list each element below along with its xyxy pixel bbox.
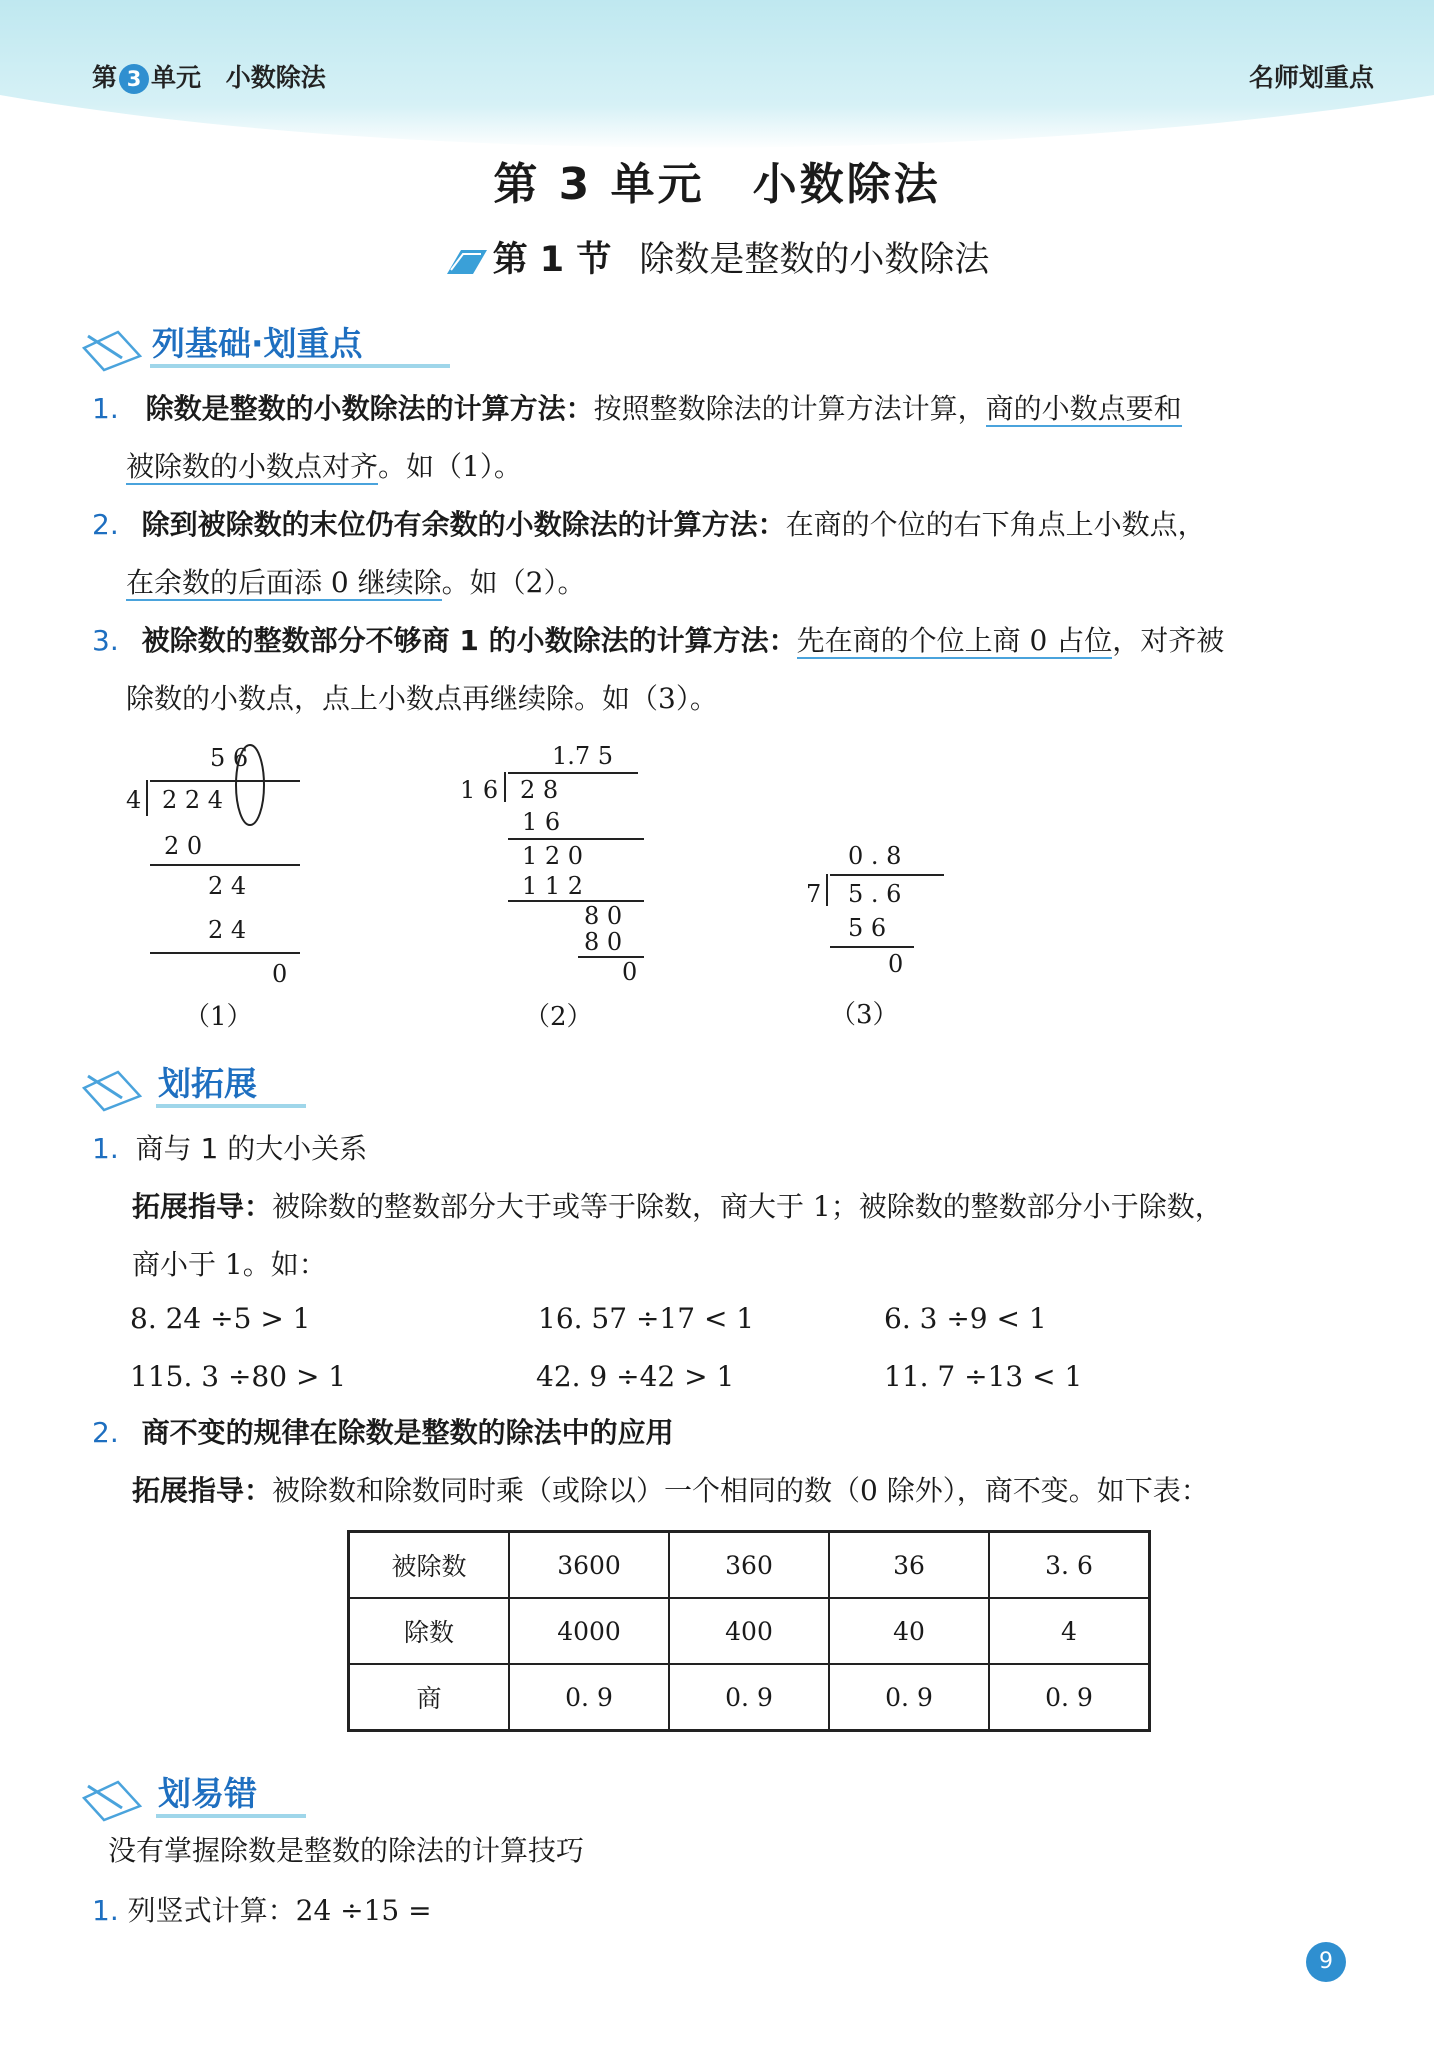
table-cell: 4000	[509, 1598, 669, 1664]
table-row	[349, 1532, 1150, 1599]
item-title: 商不变的规律在除数是整数的除法中的应用	[141, 1416, 674, 1449]
remainder: 8 0	[584, 902, 623, 930]
item-underlined: 先在商的个位上商 0 占位	[796, 624, 1113, 657]
quotient: 1.7 5	[552, 742, 614, 770]
expression: 6. 3 ÷9 < 1	[884, 1302, 1047, 1335]
item-text-2: 。如（2）。	[441, 566, 586, 599]
partial-product: 1 1 2	[522, 872, 584, 900]
banner-underline	[150, 364, 450, 368]
page-title	[0, 148, 1434, 212]
example-label: （2）	[524, 1002, 593, 1032]
item-text-2: 。如（1）。	[378, 450, 522, 483]
item-lead: 除数是整数的小数除法的计算方法：	[145, 392, 594, 425]
header-unit	[92, 58, 326, 94]
table-row	[349, 1598, 1150, 1664]
item-lead: 除到被除数的末位仍有余数的小数除法的计算方法：	[141, 508, 786, 541]
division-bracket	[146, 780, 148, 816]
item-text-2: 除数的小数点，点上小数点再继续除。如（3）。	[126, 682, 718, 715]
guide-text-2: 商小于 1。如：	[132, 1248, 327, 1281]
table-cell: 4	[989, 1598, 1150, 1664]
mistakes-question	[92, 1882, 432, 1940]
table-cell: 0. 9	[669, 1664, 829, 1731]
expression: 115. 3 ÷80 > 1	[130, 1360, 347, 1393]
pencil-note-icon	[78, 318, 148, 374]
extend-item-2	[92, 1404, 1352, 1520]
partial-product: 8 0	[584, 928, 623, 956]
item-number: 1.	[92, 1132, 119, 1165]
dividend: 5 . 6	[848, 880, 902, 908]
table-cell: 36	[829, 1532, 989, 1599]
mistakes-heading: 没有掌握除数是整数的除法的计算技巧	[108, 1834, 585, 1867]
final-remainder: 0	[272, 960, 288, 988]
decimal-point-circle-icon	[232, 742, 268, 828]
banner-underline	[156, 1104, 306, 1108]
title-topic: 小数除法	[752, 159, 941, 210]
quotient: 0 . 8	[848, 842, 902, 870]
guide-label: 拓展指导：	[132, 1190, 273, 1223]
subtraction-line	[508, 838, 644, 840]
item-number: 1.	[92, 392, 119, 425]
item-text: 按照整数除法的计算方法计算，	[593, 392, 986, 425]
expression: 11. 7 ÷13 < 1	[884, 1360, 1083, 1393]
row-header: 除数	[349, 1598, 510, 1664]
extend-item-1	[92, 1120, 1352, 1294]
unit-number-badge: 3	[119, 64, 149, 94]
item-underlined-2: 在余数的后面添 0 继续除	[126, 566, 442, 599]
expression: 42. 9 ÷42 > 1	[536, 1360, 735, 1393]
item-number: 2.	[92, 1416, 119, 1449]
subtraction-line	[830, 946, 914, 948]
item-number: 2.	[92, 508, 119, 541]
row-header: 商	[349, 1664, 510, 1731]
quotient: 5 6	[210, 744, 249, 772]
item-number: 3.	[92, 624, 119, 657]
book-icon	[445, 246, 489, 276]
basics-item-2	[92, 496, 1352, 612]
section-topic: 除数是整数的小数除法	[639, 240, 990, 280]
row-header: 被除数	[349, 1532, 510, 1599]
item-text: ，对齐被	[1112, 624, 1225, 657]
division-example-1	[120, 740, 320, 1030]
divisor: 1 6	[460, 776, 499, 804]
final-remainder: 0	[888, 950, 904, 978]
table-cell: 3. 6	[989, 1532, 1150, 1599]
banner-underline	[156, 1814, 306, 1818]
table-cell: 0. 9	[829, 1664, 989, 1731]
section-title	[0, 232, 1434, 282]
item-underlined: 商的小数点要和	[985, 392, 1182, 425]
table-cell: 400	[669, 1598, 829, 1664]
division-bracket	[504, 772, 506, 802]
quotient-rule-table	[347, 1530, 1151, 1732]
divisor: 4	[126, 786, 142, 814]
division-bar	[508, 772, 638, 774]
item-lead: 被除数的整数部分不够商 1 的小数除法的计算方法：	[141, 624, 797, 657]
table-cell: 0. 9	[989, 1664, 1150, 1731]
item-number: 1.	[92, 1894, 119, 1927]
example-label: （1）	[184, 1002, 253, 1032]
partial-product: 2 4	[208, 916, 247, 944]
subtraction-line	[508, 900, 644, 902]
table-cell: 360	[669, 1532, 829, 1599]
basics-item-1	[92, 380, 1352, 496]
subtraction-line	[150, 952, 300, 954]
expression: 8. 24 ÷5 > 1	[130, 1302, 311, 1335]
example-label: （3）	[830, 1000, 899, 1030]
division-bar	[830, 874, 944, 876]
remainder: 1 2 0	[522, 842, 584, 870]
subtraction-line	[150, 864, 300, 866]
division-example-2	[460, 740, 660, 1030]
division-bar	[150, 780, 300, 782]
expression: 16. 57 ÷17 < 1	[538, 1302, 755, 1335]
table-cell: 0. 9	[509, 1664, 669, 1731]
banner-mistakes: 划易错	[158, 1774, 257, 1813]
banner-basics: 列基础·划重点	[152, 324, 363, 363]
header-suffix: 单元	[151, 63, 202, 92]
question-text: 列竖式计算：24 ÷15 =	[127, 1894, 432, 1927]
page-number: 9	[1306, 1942, 1346, 1982]
header-prefix: 第	[92, 63, 118, 92]
division-bracket	[826, 874, 828, 906]
pencil-note-icon	[78, 1768, 148, 1824]
basics-item-3	[92, 612, 1352, 728]
table-cell: 40	[829, 1598, 989, 1664]
pencil-note-icon	[78, 1058, 148, 1114]
item-title: 商与 1 的大小关系	[135, 1132, 368, 1165]
table-cell: 3600	[509, 1532, 669, 1599]
item-text: 在商的个位的右下角点上小数点，	[785, 508, 1206, 541]
partial-product: 5 6	[848, 914, 887, 942]
header-topic: 小数除法	[225, 63, 326, 92]
table-row	[349, 1664, 1150, 1731]
partial-product: 2 0	[164, 832, 203, 860]
header-brand: 名师划重点	[1248, 63, 1374, 92]
division-example-3	[800, 840, 960, 1030]
remainder: 2 4	[208, 872, 247, 900]
dividend: 2 8	[520, 776, 559, 804]
banner-extend: 划拓展	[158, 1064, 257, 1103]
title-unit: 第 3 单元	[493, 159, 705, 210]
partial-product: 1 6	[522, 808, 561, 836]
item-underlined-2: 被除数的小数点对齐	[126, 450, 379, 483]
final-remainder: 0	[622, 958, 638, 986]
guide-text: 被除数的整数部分大于或等于除数，商大于 1；被除数的整数部分小于除数，	[272, 1190, 1223, 1223]
guide-label: 拓展指导：	[132, 1474, 273, 1507]
section-label: 第 1 节	[492, 240, 612, 280]
guide-text: 被除数和除数同时乘（或除以）一个相同的数（0 除外），商不变。如下表：	[272, 1474, 1209, 1507]
divisor: 7	[806, 880, 822, 908]
dividend: 2 2 4	[162, 786, 224, 814]
